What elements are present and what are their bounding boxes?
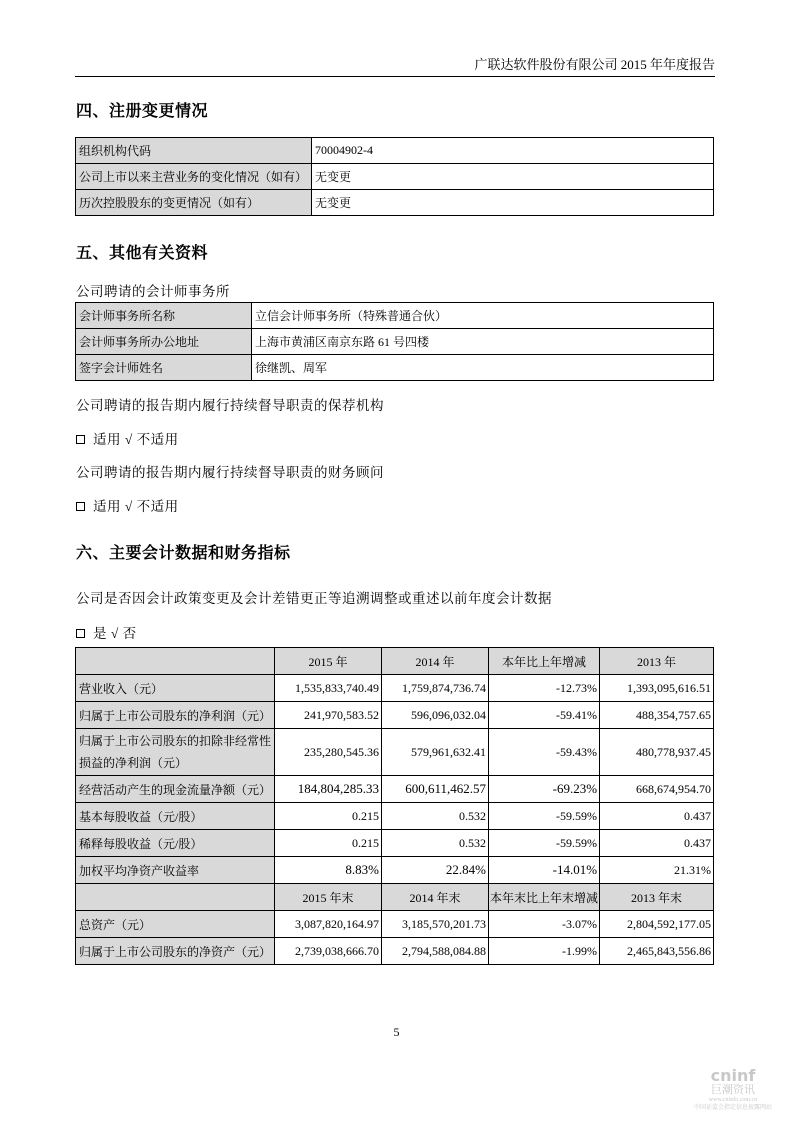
- value-2013: 1,393,095,616.51: [600, 675, 714, 702]
- row-value: 徐继凯、周军: [252, 355, 714, 381]
- row-label: 加权平均净资产收益率: [76, 857, 275, 884]
- header-cell: 2014 年末: [382, 884, 489, 911]
- row-label: 归属于上市公司股东的净资产（元）: [76, 938, 275, 965]
- value-2015: 241,970,583.52: [275, 702, 382, 729]
- table-row: [76, 675, 714, 702]
- table-row: [76, 329, 714, 355]
- watermark-org: 中国证监会指定信息披露网站: [693, 1105, 772, 1111]
- accountant-table: [75, 302, 714, 381]
- row-label: 签字会计师姓名: [76, 355, 252, 381]
- value-2015: 3,087,820,164.97: [275, 911, 382, 938]
- table-row: [76, 830, 714, 857]
- change-pct: -69.23%: [489, 776, 600, 803]
- section-4-heading: 四、注册变更情况: [76, 101, 209, 120]
- row-value: 上海市黄浦区南京东路 61 号四楼: [252, 329, 714, 355]
- unchecked-box-icon: [76, 435, 85, 444]
- sponsor-intro: 公司聘请的报告期内履行持续督导职责的保荐机构: [76, 398, 384, 413]
- change-pct: -1.99%: [489, 938, 600, 965]
- value-2014: 0.532: [382, 803, 489, 830]
- check-mark-icon: √: [124, 432, 133, 447]
- row-label: 会计师事务所办公地址: [76, 329, 252, 355]
- page-number: 5: [393, 1025, 400, 1039]
- table-row: [76, 729, 714, 776]
- report-header: 广联达软件股份有限公司 2015 年年度报告: [75, 54, 715, 77]
- change-pct: -59.41%: [489, 702, 600, 729]
- row-label: 总资产（元）: [76, 911, 275, 938]
- accountant-intro: 公司聘请的会计师事务所: [76, 284, 230, 299]
- registration-table: [75, 137, 714, 216]
- change-pct: -59.59%: [489, 803, 600, 830]
- table-row: [76, 857, 714, 884]
- table-row: [76, 355, 714, 381]
- value-2014: 0.532: [382, 830, 489, 857]
- advisor-applicability: [76, 495, 179, 515]
- row-label: 归属于上市公司股东的扣除非经常性损益的净利润（元）: [76, 729, 275, 776]
- row-label: 经营活动产生的现金流量净额（元）: [76, 776, 275, 803]
- section-5-heading: 五、其他有关资料: [76, 243, 209, 262]
- header-cell: [76, 648, 275, 675]
- table-row: [76, 138, 714, 164]
- value-2015: 2,739,038,666.70: [275, 938, 382, 965]
- header-cell: 2015 年末: [275, 884, 382, 911]
- value-2013: 480,778,937.45: [600, 729, 714, 776]
- change-pct: -59.43%: [489, 729, 600, 776]
- value-2014: 2,794,588,084.88: [382, 938, 489, 965]
- row-label: 归属于上市公司股东的净利润（元）: [76, 702, 275, 729]
- option-applicable: 适用: [93, 432, 121, 447]
- header-cell: [76, 884, 275, 911]
- sponsor-applicability: [76, 428, 179, 448]
- option-yes: 是: [93, 626, 107, 641]
- option-applicable: 适用: [93, 499, 121, 514]
- table-header-row: [76, 648, 714, 675]
- value-2013: 668,674,954.70: [600, 776, 714, 803]
- change-pct: -59.59%: [489, 830, 600, 857]
- restate-question: 公司是否因会计政策变更及会计差错更正等追溯调整或重述以前年度会计数据: [76, 591, 552, 606]
- table-row: [76, 803, 714, 830]
- option-no: 否: [122, 626, 137, 641]
- table-header-row: [76, 884, 714, 911]
- watermark-cn-name: 巨潮资讯: [711, 1084, 755, 1096]
- unchecked-box-icon: [76, 629, 85, 638]
- row-value: 立信会计师事务所（特殊普通合伙）: [252, 303, 714, 329]
- header-cell: 2014 年: [382, 648, 489, 675]
- row-label: 公司上市以来主营业务的变化情况（如有）: [76, 164, 312, 190]
- table-row: [76, 702, 714, 729]
- value-2015: 0.215: [275, 803, 382, 830]
- key-financial-table: [75, 647, 714, 965]
- header-cell: 本年末比上年末增减: [489, 884, 600, 911]
- value-2014: 600,611,462.57: [382, 776, 489, 803]
- change-pct: -12.73%: [489, 675, 600, 702]
- header-cell: 2015 年: [275, 648, 382, 675]
- row-label: 组织机构代码: [76, 138, 312, 164]
- value-2015: 8.83%: [275, 857, 382, 884]
- check-mark-icon: √: [124, 499, 133, 514]
- value-2014: 596,096,032.04: [382, 702, 489, 729]
- value-2014: 22.84%: [382, 857, 489, 884]
- table-row: [76, 164, 714, 190]
- watermark-url: www.cninfo.com.cn: [708, 1097, 758, 1103]
- check-mark-icon: √: [110, 626, 119, 641]
- cninfo-logo: cninf: [710, 1066, 756, 1085]
- value-2013: 21.31%: [600, 857, 714, 884]
- change-pct: -14.01%: [489, 857, 600, 884]
- table-row: [76, 911, 714, 938]
- table-row: [76, 190, 714, 216]
- row-label: 稀释每股收益（元/股）: [76, 830, 275, 857]
- unchecked-box-icon: [76, 502, 85, 511]
- table-row: [76, 776, 714, 803]
- row-label: 基本每股收益（元/股）: [76, 803, 275, 830]
- restate-answer: [76, 622, 137, 642]
- advisor-intro: 公司聘请的报告期内履行持续督导职责的财务顾问: [76, 465, 384, 480]
- option-not-applicable: 不适用: [136, 499, 179, 514]
- value-2013: 2,804,592,177.05: [600, 911, 714, 938]
- option-not-applicable: 不适用: [136, 432, 179, 447]
- row-label: 历次控股股东的变更情况（如有）: [76, 190, 312, 216]
- value-2013: 2,465,843,556.86: [600, 938, 714, 965]
- value-2014: 1,759,874,736.74: [382, 675, 489, 702]
- header-cell: 2013 年末: [600, 884, 714, 911]
- cninfo-watermark: [683, 1068, 783, 1112]
- table-row: [76, 303, 714, 329]
- value-2015: 184,804,285.33: [275, 776, 382, 803]
- value-2015: 1,535,833,740.49: [275, 675, 382, 702]
- header-cell: 本年比上年增减: [489, 648, 600, 675]
- value-2014: 3,185,570,201.73: [382, 911, 489, 938]
- row-value: 无变更: [312, 164, 714, 190]
- header-cell: 2013 年: [600, 648, 714, 675]
- value-2015: 235,280,545.36: [275, 729, 382, 776]
- value-2013: 0.437: [600, 803, 714, 830]
- row-value: 无变更: [312, 190, 714, 216]
- row-label: 营业收入（元）: [76, 675, 275, 702]
- value-2013: 488,354,757.65: [600, 702, 714, 729]
- section-6-heading: 六、主要会计数据和财务指标: [76, 543, 291, 562]
- table-row: [76, 938, 714, 965]
- value-2014: 579,961,632.41: [382, 729, 489, 776]
- change-pct: -3.07%: [489, 911, 600, 938]
- value-2015: 0.215: [275, 830, 382, 857]
- row-value: 70004902-4: [312, 138, 714, 164]
- row-label: 会计师事务所名称: [76, 303, 252, 329]
- value-2013: 0.437: [600, 830, 714, 857]
